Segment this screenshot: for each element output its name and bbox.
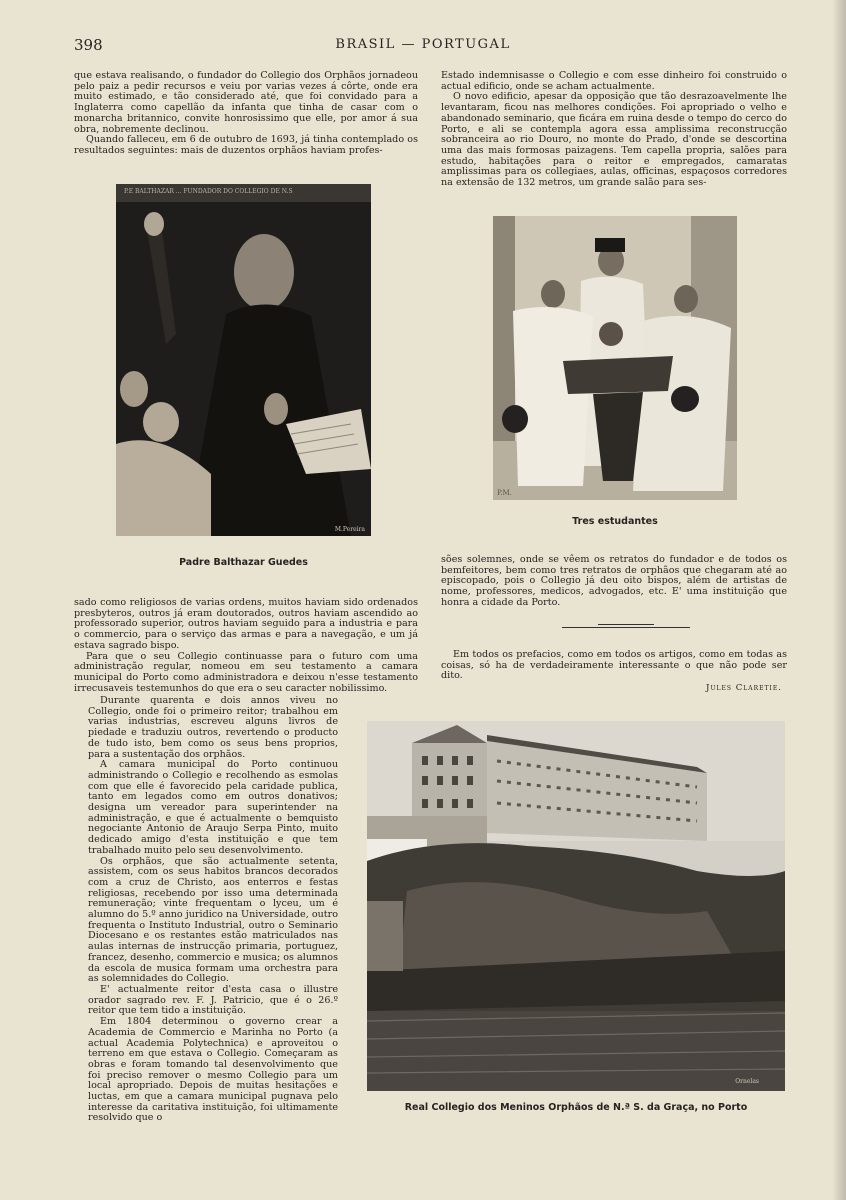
paragraph: que estava realisando, o fundador do Collegio dos Orphãos jornadeou pelo paiz a pedir recursos e veiu por varias vezes á côrte, onde era muito estimado, e tão considerado até, que foi convidado para a Inglaterra como capellão da infanta que tinha de casar com o monarcha britannico, convite honrosissimo que elle, por amor á sua obra, nobremente declinou.	[74, 70, 418, 135]
separator-rule	[598, 624, 654, 625]
paragraph: E' actualmente reitor d'esta casa o illustre orador sagrado rev. F. J. Patricio, que é o 26.º reitor que tem tido a instituição.	[88, 983, 338, 1017]
college-credit: Ornelas	[735, 1078, 759, 1085]
paragraph: Em 1804 determinou o governo crear a Academia de Commercio e Marinha no Porto (a actual Academia Polytechnica) e aproveitou o terreno em que estava o Collegio. Começaram as obras e foram tomando tal desenvolvimento que foi preciso remover o mesmo Collegio para um local apropriado. Depois de muitas hesitações e luctas, em que a camara municipal pugnava pelo interesse da caritativa instituição, foi ultimamente resolvido que o	[88, 1016, 338, 1124]
paragraph: Quando falleceu, em 6 de outubro de 1693, já tinha contemplado os resultados seguintes: mais de duzentos orphãos haviam profes-	[74, 134, 418, 156]
running-title: BRASIL — PORTUGAL	[335, 37, 511, 52]
paragraph: A camara municipal do Porto continuou administrando o Collegio e recolhendo as esmolas com que elle é favorecido pela caridade publica, tanto em legados como em outros donativos; designa um vereador para superintender na administração, e que é actualmente o bemquisto negociante Antonio de Araujo Serpa Pinto, muito dedicado amigo d'esta instituição e que tem trabalhado muito pelo seu desenvolvimento.	[88, 759, 338, 856]
page-edge-shadow	[832, 0, 846, 1200]
students-photo	[493, 216, 737, 500]
paragraph: Os orphãos, que são actualmente setenta, assistem, com os seus habitos brancos decorados com a cruz de Christo, aos enterros e festas religiosas, recebendo por isso uma determinada remuneração; vinte frequentam o lyceu, um é alumno do 5.º anno juridico na Universidade, outro frequenta o Instituto Industrial, outro o Seminario Diocesano e os restantes estão matriculados nas aulas internas de instrucção primaria, portuguez, francez, desenho, commercio e musica; os alumnos da escola de musica formam uma orchestra para as solemnidades do Collegio.	[88, 855, 338, 985]
college-illustration	[367, 721, 785, 1091]
paragraph: Estado indemnisasse o Collegio e com esse dinheiro foi construido o actual edificio, onde se acham actualmente.	[441, 70, 787, 92]
college-caption: Real Collegio dos Meninos Orphãos de N.ª S. da Graça, no Porto	[404, 1102, 748, 1113]
portrait-credit: M.Pereira	[334, 526, 365, 533]
right-column-top	[441, 71, 787, 189]
right-column-middle	[441, 555, 787, 609]
quote-text: Em todos os prefacios, como em todos os artigos, como em todas as coisas, só ha de verdadeiramente interessante o que não pode ser dito.	[441, 649, 787, 682]
portrait-inscription: P.E BALTHAZAR ... FUNDADOR DO COLLEGIO DE N.S	[124, 188, 293, 195]
paragraph: O novo edificio, apesar da opposição que tão desrazoavelmente lhe levantaram, ficou nas melhores condições. Foi apropriado o velho e abandonado seminario, que ficára em ruina desde o tempo do cerco do Porto, e ali se contempla agora essa amplissima reconstrucção sobranceira ao rio Douro, no monte do Prado, d'onde se descortina uma das mais formosas paizagens. Tem capella propria, salões para estudo, habitações para o reitor e empregados, camaratas amplissimas para os collegiaes, aulas, officinas, espaçosos corredores na extensão de 132 metros, um grande salão para ses-	[441, 91, 787, 189]
quote-block	[441, 650, 787, 682]
separator-rule	[562, 627, 690, 628]
portrait-caption: Padre Balthazar Guedes	[179, 557, 308, 568]
left-column-narrow	[88, 696, 338, 1124]
paragraph: sado como religiosos de varias ordens, muitos haviam sido ordenados presbyteros, outros já eram doutorados, outros haviam ascendido ao professorado superior, outros haviam seguido para a industria e para o commercio, para o serviço das armas e para a navegação, e um já estava sagrado bispo.	[74, 597, 418, 651]
left-column-top	[74, 71, 418, 157]
paragraph: Para que o seu Collegio continuasse para o futuro com uma administração regular, nomeou em seu testamento a camara municipal do Porto como administradora e deixou n'esse testamento irrecusaveis testemunhos do que era o seu caracter nobilissimo.	[74, 650, 418, 694]
quote-author: Jules Claretie.	[706, 683, 782, 693]
portrait-photo	[116, 184, 371, 536]
students-caption: Tres estudantes	[572, 516, 658, 527]
page-number: 398	[74, 36, 103, 54]
left-column-middle	[74, 598, 418, 694]
students-credit: P.M.	[497, 489, 512, 497]
paragraph: Durante quarenta e dois annos viveu no Collegio, onde foi o primeiro reitor; trabalhou em varias industrias, escreveu alguns livros de piedade e traduziu outros, revertendo o producto de tudo isto, bem como os seus bens proprios, para a sustentação dos orphãos.	[88, 695, 338, 760]
portrait-illustration	[116, 184, 371, 536]
college-photo	[367, 721, 785, 1091]
paragraph: sões solemnes, onde se vêem os retratos do fundador e de todos os bemfeitores, bem como tres retratos de orphãos que chegaram até ao episcopado, pois o Collegio já deu oito bispos, além de artistas de nome, professores, medicos, advogados, etc. E' uma instituição que honra a cidade da Porto.	[441, 554, 787, 608]
students-illustration	[493, 216, 737, 500]
